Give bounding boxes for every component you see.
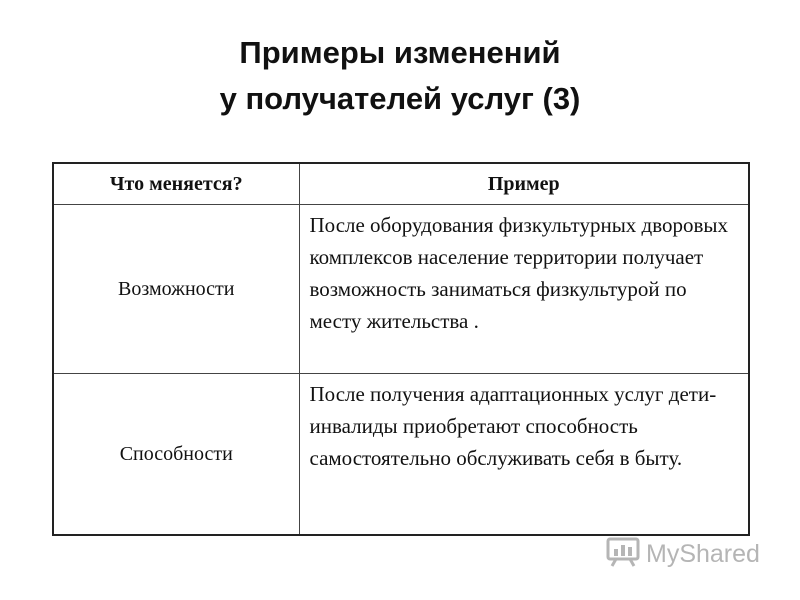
- header-what-changes: Что меняется?: [53, 163, 299, 205]
- row-example-text: После получения адаптационных услуг дети-инвалиды приобретают способность самостоятельно обслуживать себя в быту.: [299, 374, 749, 536]
- row-example-text: После оборудования физкультурных дворовых комплексов население территории получает возможность заниматься физкультурой по месту жительства .: [299, 205, 749, 374]
- slide-title-line-2: у получателей услуг (3): [219, 81, 581, 116]
- changes-table: [52, 162, 750, 536]
- table-row: [53, 374, 749, 536]
- myshared-watermark: [606, 536, 760, 572]
- slide-title: [0, 30, 800, 122]
- table-header-row: [53, 163, 749, 205]
- myshared-logo-icon: [606, 535, 646, 574]
- header-example: Пример: [299, 163, 749, 205]
- table-row: [53, 205, 749, 374]
- row-change-label: Возможности: [53, 205, 299, 374]
- row-change-label: Способности: [53, 374, 299, 536]
- slide-title-line-1: Примеры изменений: [239, 35, 561, 70]
- watermark-text: MyShared: [646, 539, 760, 568]
